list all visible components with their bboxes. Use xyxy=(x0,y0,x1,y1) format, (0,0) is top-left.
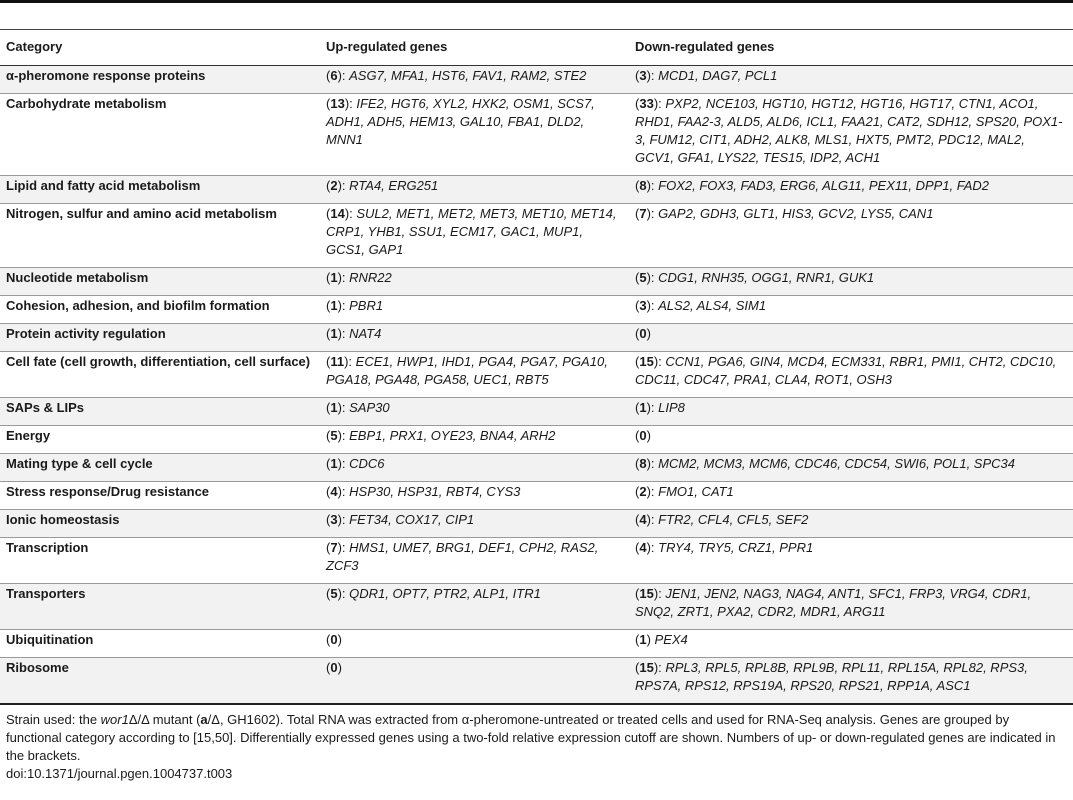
up-count: 1 xyxy=(330,400,338,415)
paren-open: ( xyxy=(326,512,331,527)
up-regulated-cell xyxy=(320,538,629,584)
paren-open: ( xyxy=(326,484,331,499)
down-genes: FMO1, CAT1 xyxy=(658,484,734,499)
paren-close: ): xyxy=(337,400,350,415)
paren-open: ( xyxy=(326,354,331,369)
down-regulated-cell xyxy=(629,538,1073,584)
up-genes: FET34, COX17, CIP1 xyxy=(349,512,475,527)
down-count: 3 xyxy=(639,298,647,313)
up-genes: SAP30 xyxy=(349,400,390,415)
paren-close: ): xyxy=(646,456,659,471)
category-cell: Nucleotide metabolism xyxy=(0,268,320,296)
paren-close: ): xyxy=(344,354,356,369)
category-cell: Ubiquitination xyxy=(0,630,320,658)
down-genes: MCD1, DAG7, PCL1 xyxy=(658,68,778,83)
paren-close: ): xyxy=(337,428,350,443)
up-genes: IFE2, HGT6, XYL2, HXK2, OSM1, SCS7, ADH1, ADH5, HEM13, GAL10, FBA1, DLD2, MNN1 xyxy=(326,96,595,147)
footnote-strain-mating-type: a xyxy=(200,712,208,727)
up-count: 5 xyxy=(330,586,338,601)
paren-close: ): xyxy=(337,178,350,193)
paren-close: ): xyxy=(646,270,659,285)
up-regulated-cell xyxy=(320,658,629,705)
up-regulated-cell xyxy=(320,94,629,176)
down-regulated-cell xyxy=(629,510,1073,538)
paren-close: ): xyxy=(337,456,350,471)
paren-close: ): xyxy=(653,96,666,111)
category-cell: Cohesion, adhesion, and biofilm formation xyxy=(0,296,320,324)
paren-close: ): xyxy=(646,484,659,499)
down-regulated-cell xyxy=(629,268,1073,296)
category-cell: α-pheromone response proteins xyxy=(0,66,320,94)
table-header-row xyxy=(0,30,1073,66)
up-count: 0 xyxy=(330,660,338,675)
down-genes: LIP8 xyxy=(658,400,685,415)
table-row xyxy=(0,584,1073,630)
category-cell: Carbohydrate metabolism xyxy=(0,94,320,176)
table-row xyxy=(0,426,1073,454)
table-row xyxy=(0,510,1073,538)
paren-open: ( xyxy=(635,354,640,369)
down-genes: PXP2, NCE103, HGT10, HGT12, HGT16, HGT17, CTN1, ACO1, RHD1, FAA2-3, ALD5, ALD6, ICL1, FAA21, CAT2, SDH12, SPS20, POX1-3, FUM12, CIT1, ADH2, ALK8, MLS1, HXT5, PMT2, PDC12, MAL2, GCV1, GFA1, LYS22, TES15, IDP2, ACH1 xyxy=(635,96,1063,165)
paren-open: ( xyxy=(326,632,331,647)
paren-close: ): xyxy=(337,270,350,285)
down-count: 2 xyxy=(639,484,647,499)
table-row xyxy=(0,630,1073,658)
up-genes: PBR1 xyxy=(349,298,384,313)
paren-close: ): xyxy=(646,68,659,83)
down-regulated-cell xyxy=(629,94,1073,176)
up-regulated-cell xyxy=(320,296,629,324)
category-cell: Transporters xyxy=(0,584,320,630)
up-count: 3 xyxy=(330,512,338,527)
up-regulated-cell xyxy=(320,268,629,296)
down-count: 8 xyxy=(639,178,647,193)
table-row xyxy=(0,94,1073,176)
table-row xyxy=(0,204,1073,268)
paren-open: ( xyxy=(635,326,640,341)
table-row xyxy=(0,176,1073,204)
table-row xyxy=(0,66,1073,94)
down-genes: TRY4, TRY5, CRZ1, PPR1 xyxy=(658,540,814,555)
paren-open: ( xyxy=(326,298,331,313)
paren-close: ) xyxy=(646,326,651,341)
down-count: 1 xyxy=(639,400,647,415)
up-genes: SUL2, MET1, MET2, MET3, MET10, MET14, CRP1, YHB1, SSU1, ECM17, GAC1, MUP1, GCS1, GAP1 xyxy=(326,206,617,257)
table-body xyxy=(0,66,1073,705)
paren-close: ) xyxy=(646,428,651,443)
paren-open: ( xyxy=(635,298,640,313)
down-regulated-cell xyxy=(629,454,1073,482)
paren-close: ): xyxy=(337,68,350,83)
paren-close: ): xyxy=(337,512,350,527)
up-count: 2 xyxy=(330,178,338,193)
down-count: 7 xyxy=(639,206,647,221)
paren-open: ( xyxy=(635,178,640,193)
paren-open: ( xyxy=(635,400,640,415)
category-cell: Transcription xyxy=(0,538,320,584)
up-regulated-cell xyxy=(320,454,629,482)
table-row xyxy=(0,454,1073,482)
paren-open: ( xyxy=(326,456,331,471)
down-genes: JEN1, JEN2, NAG3, NAG4, ANT1, SFC1, FRP3, VRG4, CDR1, SNQ2, ZRT1, PXA2, CDR2, MDR1, ARG11 xyxy=(635,586,1032,619)
paren-close: ): xyxy=(646,298,659,313)
paren-close: ): xyxy=(337,326,350,341)
footnote-strain-genotype: wor1 xyxy=(100,712,129,727)
paren-close: ): xyxy=(337,484,350,499)
up-count: 4 xyxy=(330,484,338,499)
down-regulated-cell xyxy=(629,426,1073,454)
up-regulated-cell xyxy=(320,630,629,658)
up-count: 14 xyxy=(330,206,345,221)
paren-close: ): xyxy=(653,660,666,675)
up-genes: ASG7, MFA1, HST6, FAV1, RAM2, STE2 xyxy=(349,68,587,83)
paren-close: ) xyxy=(646,632,655,647)
header-up-regulated: Up-regulated genes xyxy=(320,30,629,66)
up-count: 11 xyxy=(330,354,345,369)
paren-open: ( xyxy=(326,96,331,111)
paren-close: ): xyxy=(337,298,350,313)
down-regulated-cell xyxy=(629,66,1073,94)
category-cell: SAPs & LIPs xyxy=(0,398,320,426)
down-regulated-cell xyxy=(629,658,1073,705)
down-count: 4 xyxy=(639,512,647,527)
up-regulated-cell xyxy=(320,66,629,94)
table-row xyxy=(0,482,1073,510)
down-regulated-cell xyxy=(629,630,1073,658)
up-regulated-cell xyxy=(320,398,629,426)
paren-close: ): xyxy=(646,540,659,555)
paren-open: ( xyxy=(635,456,640,471)
up-regulated-cell xyxy=(320,426,629,454)
paren-close: ) xyxy=(337,660,342,675)
up-regulated-cell xyxy=(320,352,629,398)
category-cell: Mating type & cell cycle xyxy=(0,454,320,482)
down-regulated-cell xyxy=(629,352,1073,398)
down-genes: FTR2, CFL4, CFL5, SEF2 xyxy=(658,512,809,527)
table-row xyxy=(0,538,1073,584)
down-regulated-cell xyxy=(629,324,1073,352)
up-count: 1 xyxy=(330,326,338,341)
table-row xyxy=(0,352,1073,398)
paren-open: ( xyxy=(635,586,640,601)
paren-open: ( xyxy=(635,206,640,221)
category-cell: Ribosome xyxy=(0,658,320,705)
down-count: 15 xyxy=(639,354,654,369)
paren-close: ): xyxy=(646,400,659,415)
paren-open: ( xyxy=(326,270,331,285)
up-regulated-cell xyxy=(320,482,629,510)
down-genes: MCM2, MCM3, MCM6, CDC46, CDC54, SWI6, POL1, SPC34 xyxy=(658,456,1015,471)
paren-open: ( xyxy=(635,540,640,555)
up-genes: QDR1, OPT7, PTR2, ALP1, ITR1 xyxy=(349,586,541,601)
down-count: 8 xyxy=(639,456,647,471)
paren-close: ): xyxy=(337,540,350,555)
down-count: 0 xyxy=(639,326,647,341)
up-count: 1 xyxy=(330,270,338,285)
paren-open: ( xyxy=(635,68,640,83)
paren-open: ( xyxy=(326,206,331,221)
paren-open: ( xyxy=(635,632,640,647)
footnote-doi: doi:10.1371/journal.pgen.1004737.t003 xyxy=(6,766,233,781)
paren-close: ) xyxy=(337,632,342,647)
category-cell: Nitrogen, sulfur and amino acid metabolism xyxy=(0,204,320,268)
category-cell: Energy xyxy=(0,426,320,454)
up-genes: NAT4 xyxy=(349,326,382,341)
paren-close: ): xyxy=(344,96,357,111)
table-title-spacer xyxy=(0,3,1073,30)
up-genes: HMS1, UME7, BRG1, DEF1, CPH2, RAS2, ZCF3 xyxy=(326,540,599,573)
table-row xyxy=(0,296,1073,324)
paren-close: ): xyxy=(646,178,659,193)
down-genes: FOX2, FOX3, FAD3, ERG6, ALG11, PEX11, DPP1, FAD2 xyxy=(658,178,990,193)
table-row xyxy=(0,658,1073,705)
down-regulated-cell xyxy=(629,584,1073,630)
paren-open: ( xyxy=(635,96,640,111)
paren-open: ( xyxy=(326,428,331,443)
paren-open: ( xyxy=(635,512,640,527)
footnote-strain-mid: Δ/Δ mutant ( xyxy=(128,712,201,727)
table-row xyxy=(0,398,1073,426)
table-row xyxy=(0,324,1073,352)
up-genes: RNR22 xyxy=(349,270,392,285)
down-genes: CDG1, RNH35, OGG1, RNR1, GUK1 xyxy=(658,270,875,285)
paren-open: ( xyxy=(635,428,640,443)
up-count: 6 xyxy=(330,68,338,83)
down-count: 33 xyxy=(639,96,654,111)
down-count: 15 xyxy=(639,586,654,601)
up-regulated-cell xyxy=(320,204,629,268)
down-genes: PEX4 xyxy=(654,632,688,647)
up-count: 1 xyxy=(330,298,338,313)
down-regulated-cell xyxy=(629,204,1073,268)
paren-open: ( xyxy=(326,660,331,675)
up-genes: CDC6 xyxy=(349,456,385,471)
up-regulated-cell xyxy=(320,176,629,204)
down-count: 3 xyxy=(639,68,647,83)
down-count: 4 xyxy=(639,540,647,555)
footnote-text xyxy=(6,711,1068,765)
paren-close: ): xyxy=(646,206,659,221)
down-regulated-cell xyxy=(629,176,1073,204)
up-genes: HSP30, HSP31, RBT4, CYS3 xyxy=(349,484,521,499)
paren-open: ( xyxy=(326,400,331,415)
paren-open: ( xyxy=(326,68,331,83)
up-count: 5 xyxy=(330,428,338,443)
down-count: 15 xyxy=(639,660,654,675)
up-count: 7 xyxy=(330,540,338,555)
paren-close: ): xyxy=(344,206,357,221)
footnote-strain-rest: /Δ, GH1602). Total RNA was extracted from α-pheromone-untreated or treated cells and used for RNA-Seq analysis. Genes are grouped by functional category according to [15,50]. Differentially expressed genes using a two-fold relative expression cutoff are shown. Numbers of up- or down-regulated genes are indicated in the brackets. xyxy=(6,712,1056,763)
down-regulated-cell xyxy=(629,296,1073,324)
category-cell: Ionic homeostasis xyxy=(0,510,320,538)
up-count: 1 xyxy=(330,456,338,471)
down-genes: ALS2, ALS4, SIM1 xyxy=(658,298,767,313)
header-category: Category xyxy=(0,30,320,66)
up-genes: ECE1, HWP1, IHD1, PGA4, PGA7, PGA10, PGA18, PGA48, PGA58, UEC1, RBT5 xyxy=(326,354,608,387)
paren-open: ( xyxy=(326,326,331,341)
category-cell: Cell fate (cell growth, differentiation, cell surface) xyxy=(0,352,320,398)
paren-open: ( xyxy=(326,540,331,555)
paren-open: ( xyxy=(326,178,331,193)
category-cell: Stress response/Drug resistance xyxy=(0,482,320,510)
up-regulated-cell xyxy=(320,510,629,538)
down-count: 5 xyxy=(639,270,647,285)
header-down-regulated: Down-regulated genes xyxy=(629,30,1073,66)
paren-open: ( xyxy=(326,586,331,601)
footnote-strain-prefix: Strain used: the xyxy=(6,712,101,727)
paren-close: ): xyxy=(653,354,666,369)
up-regulated-cell xyxy=(320,324,629,352)
down-count: 0 xyxy=(639,428,647,443)
paren-open: ( xyxy=(635,270,640,285)
down-genes: CCN1, PGA6, GIN4, MCD4, ECM331, RBR1, PMI1, CHT2, CDC10, CDC11, CDC47, PRA1, CLA4, ROT1, OSH3 xyxy=(635,354,1057,387)
up-genes: RTA4, ERG251 xyxy=(349,178,439,193)
down-regulated-cell xyxy=(629,398,1073,426)
gene-table xyxy=(0,30,1073,705)
down-genes: RPL3, RPL5, RPL8B, RPL9B, RPL11, RPL15A, RPL82, RPS3, RPS7A, RPS12, RPS19A, RPS20, RPS21, RPP1A, ASC1 xyxy=(635,660,1028,693)
table-row xyxy=(0,268,1073,296)
paren-close: ): xyxy=(337,586,350,601)
down-regulated-cell xyxy=(629,482,1073,510)
up-count: 0 xyxy=(330,632,338,647)
up-regulated-cell xyxy=(320,584,629,630)
up-genes: EBP1, PRX1, OYE23, BNA4, ARH2 xyxy=(349,428,556,443)
paren-close: ): xyxy=(653,586,666,601)
paren-open: ( xyxy=(635,484,640,499)
down-count: 1 xyxy=(639,632,647,647)
up-count: 13 xyxy=(330,96,345,111)
table-footnote xyxy=(6,711,1068,783)
category-cell: Protein activity regulation xyxy=(0,324,320,352)
down-genes: GAP2, GDH3, GLT1, HIS3, GCV2, LYS5, CAN1 xyxy=(658,206,934,221)
paren-close: ): xyxy=(646,512,659,527)
category-cell: Lipid and fatty acid metabolism xyxy=(0,176,320,204)
paren-open: ( xyxy=(635,660,640,675)
